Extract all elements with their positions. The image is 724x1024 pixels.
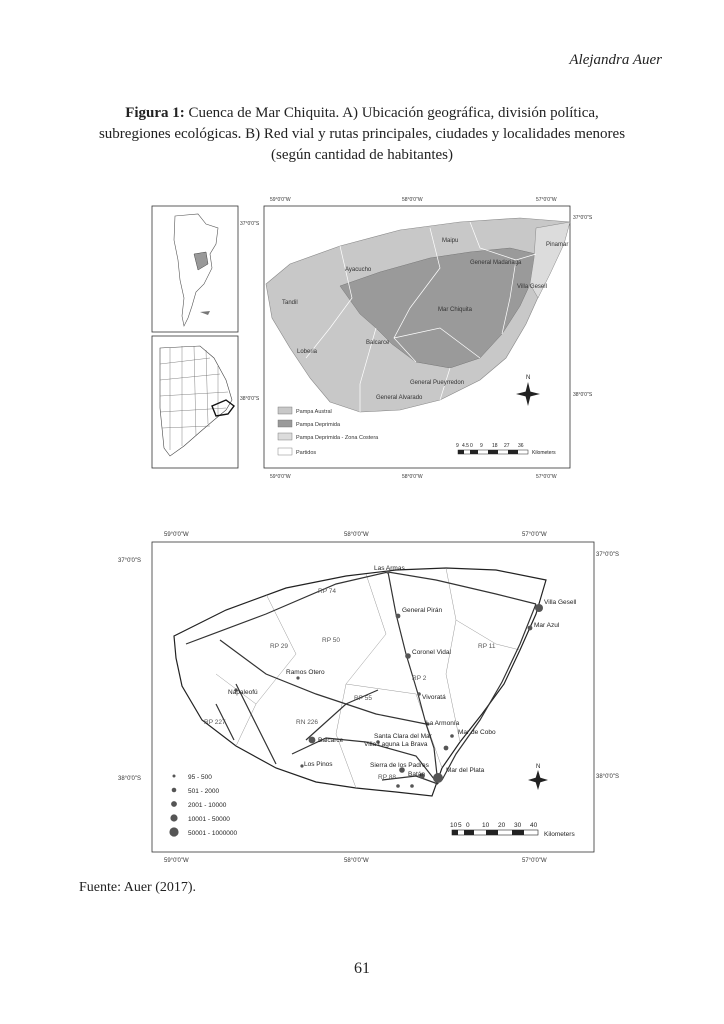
north-label-b: N — [536, 764, 541, 770]
coord-top-right: 57°0'0"W — [536, 197, 557, 203]
legend-pop-2: 501 - 2000 — [188, 788, 220, 795]
legend-dot-4 — [170, 814, 177, 821]
place-los-pinos: Los Pinos — [304, 761, 333, 768]
coord-top-mid: 58°0'0"W — [402, 197, 423, 203]
label-villa-gesell: Villa Gesell — [517, 284, 547, 290]
scale-a-label-1: 4.5 — [462, 443, 469, 449]
legend-pop-1: 95 - 500 — [188, 774, 212, 781]
place-coronel-vidal: Coronel Vidal — [412, 649, 451, 656]
caption-line-3: (según cantidad de habitantes) — [270, 147, 453, 163]
route-label-rp29: RP 29 — [270, 643, 288, 650]
place-sierra-de-los-padres: Sierra de los Padres — [370, 762, 429, 769]
route-label-rp74: RP 74 — [318, 588, 336, 595]
figure-source: Fuente: Auer (2017). — [79, 880, 197, 895]
scale-a-label-5: 27 — [504, 443, 510, 449]
legend-partidos: Partidos — [296, 450, 317, 456]
label-balcarce: Balcarce — [366, 340, 390, 346]
scale-b-label-1: 5 — [458, 822, 462, 829]
legend-pampa-austral: Pampa Austral — [296, 409, 332, 415]
running-header-author: Alejandra Auer — [569, 52, 662, 68]
place-mar-de-cobo: Mar de Cobo — [458, 729, 496, 736]
scale-b-label-3: 10 — [482, 822, 490, 829]
place-batan: Batán — [408, 771, 425, 778]
scale-b-label-5: 30 — [514, 822, 522, 829]
caption-line-1: Cuenca de Mar Chiquita. A) Ubicación geográfica, división política, — [184, 105, 599, 121]
place-balcarce: Balcarce — [318, 737, 344, 744]
scale-b-unit: Kilometers — [544, 831, 575, 838]
scale-a-unit: Kilometers — [532, 450, 556, 456]
place-santa-clara-del-mar: Santa Clara del Mar — [374, 733, 432, 740]
coord-top-left: 59°0'0"W — [270, 197, 291, 203]
legend-pampa-deprimida: Pampa Deprimida — [296, 422, 341, 428]
figure-label: Figura 1: — [125, 105, 185, 121]
place-villa-laguna-la-brava: Villa Laguna La Brava — [364, 741, 428, 748]
scale-a-label-2: 0 — [470, 443, 473, 449]
legend-swatch-pampa-austral — [278, 407, 292, 414]
coord-bottom-mid: 58°0'0"W — [402, 474, 423, 480]
legend-swatch-partidos — [278, 448, 292, 455]
route-label-rn226: RN 226 — [296, 719, 319, 726]
place-villa-gesell: Villa Gesell — [544, 599, 577, 606]
lat-top-right: 37°0'0"S — [573, 215, 593, 221]
coord-b-bottom-right: 57°0'0"W — [522, 858, 547, 864]
label-maipu: Maipu — [442, 238, 459, 244]
label-ayacucho: Ayacucho — [345, 267, 372, 273]
north-label-a: N — [526, 375, 531, 381]
place-mar-del-plata: Mar del Plata — [446, 767, 485, 774]
label-general-alvarado: General Alvarado — [376, 395, 423, 401]
legend-swatch-pampa-deprimida — [278, 420, 292, 427]
lat-b-bottom-left: 38°0'0"S — [118, 776, 142, 782]
label-tandil: Tandil — [282, 300, 298, 306]
coord-b-top-mid: 58°0'0"W — [344, 532, 369, 538]
legend-pop-3: 2001 - 10000 — [188, 802, 227, 809]
legend-pop-4: 10001 - 50000 — [188, 816, 230, 823]
route-label-rp55: RP 55 — [354, 695, 372, 702]
label-pinamar: Pinamar — [546, 242, 569, 248]
label-general-pueyrredon: General Pueyrredon — [410, 380, 465, 386]
scale-a-label-0: 9 — [456, 443, 459, 449]
legend-dot-2 — [172, 788, 177, 793]
caption-line-2: subregiones ecológicas. B) Red vial y rutas principales, ciudades y localidades menores — [98, 126, 626, 142]
coord-b-top-left: 59°0'0"W — [164, 532, 189, 538]
lat-b-top-left: 37°0'0"S — [118, 558, 142, 564]
coord-bottom-left: 59°0'0"W — [270, 474, 291, 480]
lat-bottom-right: 38°0'0"S — [573, 392, 593, 398]
map-b — [116, 524, 620, 870]
place-general-piran: General Pirán — [402, 607, 443, 614]
route-label-rp2: RP 2 — [412, 675, 427, 682]
scale-a-label-3: 9 — [480, 443, 483, 449]
scale-b-label-6: 40 — [530, 822, 538, 829]
label-loberia: Loberia — [297, 349, 318, 355]
lat-top-left: 37°0'0"S — [240, 221, 260, 227]
coord-b-top-right: 57°0'0"W — [522, 532, 547, 538]
label-general-madariaga: General Madariaga — [470, 260, 522, 266]
coord-bottom-right: 57°0'0"W — [536, 474, 557, 480]
scale-a-label-6: 36 — [518, 443, 524, 449]
place-mar-azul: Mar Azul — [534, 622, 560, 629]
route-label-rp50: RP 50 — [322, 637, 340, 644]
route-label-rp227: RP 227 — [204, 719, 226, 726]
page-number: 61 — [354, 960, 370, 977]
scale-b-label-0: 10 — [450, 822, 458, 829]
legend-pop-5: 50001 - 1000000 — [188, 830, 238, 837]
place-napaleofu: Napaleofú — [228, 689, 258, 696]
scale-b-label-2: 0 — [466, 822, 470, 829]
figure-caption — [70, 103, 654, 166]
legend-zona-costera: Pampa Deprimida - Zona Costera — [296, 435, 379, 441]
lat-b-bottom-right: 38°0'0"S — [596, 774, 620, 780]
place-la-armonia: La Armonía — [426, 720, 460, 727]
legend-dot-5 — [169, 827, 178, 836]
place-ramos-otero: Ramos Otero — [286, 669, 325, 676]
map-a — [140, 188, 600, 488]
route-label-rp88: RP 88 — [378, 774, 396, 781]
place-las-armas: Las Armas — [374, 565, 405, 572]
lat-bottom-left: 38°0'0"S — [240, 396, 260, 402]
place-vivorata: Vivoratá — [422, 694, 446, 701]
coord-b-bottom-mid: 58°0'0"W — [344, 858, 369, 864]
scale-b-label-4: 20 — [498, 822, 506, 829]
legend-dot-1 — [173, 775, 176, 778]
lat-b-top-right: 37°0'0"S — [596, 552, 620, 558]
label-mar-chiquita: Mar Chiquita — [438, 307, 473, 313]
route-label-rp11: RP 11 — [478, 643, 496, 650]
legend-dot-3 — [171, 801, 177, 807]
coord-b-bottom-left: 59°0'0"W — [164, 858, 189, 864]
scale-a-label-4: 18 — [492, 443, 498, 449]
legend-swatch-zona-costera — [278, 433, 292, 440]
